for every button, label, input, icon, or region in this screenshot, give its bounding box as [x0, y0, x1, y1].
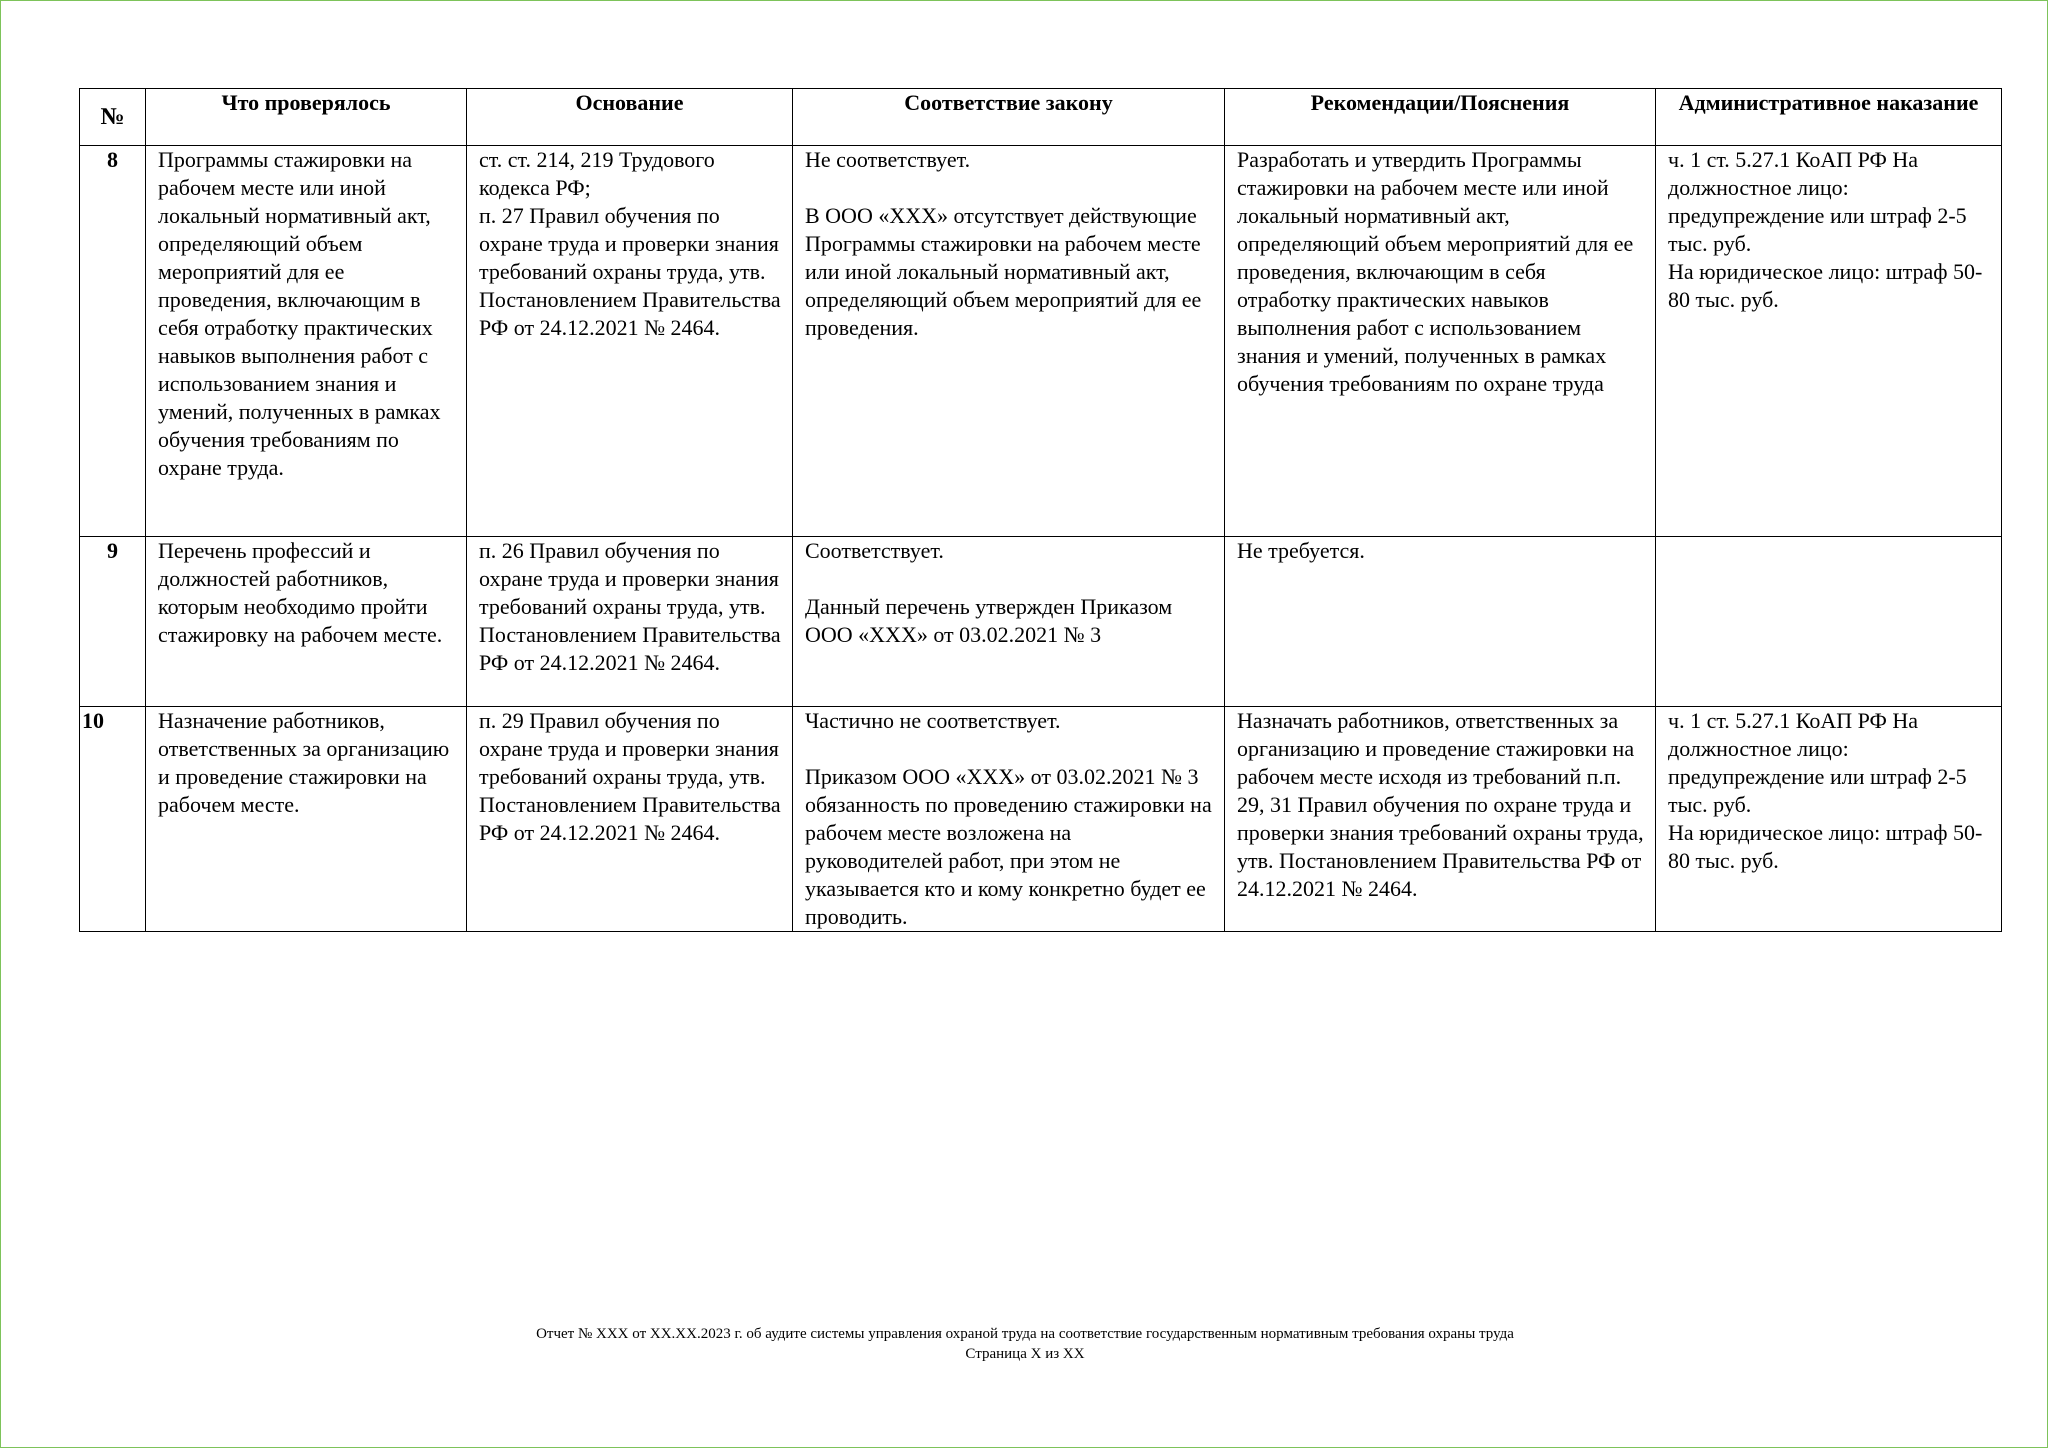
row-num: 9	[80, 537, 146, 707]
page-footer	[1, 1324, 2048, 1364]
row-checked-text: Программы стажировки на рабочем месте или иной локальный нормативный акт, определяющий объем мероприятий для ее проведения, включающим в себя отработку практических навыков выполнения работ с использованием знания и умений, полученных в рамках обучения требованиям по охране труда.	[158, 147, 441, 480]
row-compliance	[793, 537, 1225, 707]
footer-report-title: Отчет № ХХХ от ХХ.ХХ.2023 г. об аудите системы управления охраной труда на соответствие государственным нормативным требования охраны труда	[536, 1326, 1514, 1342]
row-penalty-text: ч. 1 ст. 5.27.1 КоАП РФ На должностное лицо: предупреждение или штраф 2-5 тыс. руб. На юридическое лицо: штраф 50-80 тыс. руб.	[1668, 708, 1983, 873]
row-compliance	[793, 707, 1225, 932]
row-basis-text: п. 29 Правил обучения по охране труда и проверки знания требований охраны труда, утв. Постановлением Правительства РФ от 24.12.2021 № 2464.	[479, 708, 781, 845]
row-checked-text: Назначение работников, ответственных за организацию и проведение стажировки на рабочем месте.	[158, 708, 450, 817]
header-basis: Основание	[467, 89, 793, 146]
row-basis	[467, 146, 793, 537]
row-recommendations	[1225, 537, 1656, 707]
row-checked	[146, 146, 467, 537]
row-checked	[146, 537, 467, 707]
row-penalty	[1656, 707, 2002, 932]
row-compliance-text: Не соответствует. В ООО «ХХХ» отсутствует действующие Программы стажировки на рабочем месте или иной локальный нормативный акт, определяющий объем мероприятий для ее проведения.	[805, 147, 1202, 340]
header-num: №	[80, 89, 146, 146]
header-checked: Что проверялось	[146, 89, 467, 146]
row-num: 8	[80, 146, 146, 537]
row-penalty	[1656, 146, 2002, 537]
row-recommendations-text: Разработать и утвердить Программы стажировки на рабочем месте или иной локальный нормативный акт, определяющий объем мероприятий для ее проведения, включающим в себя отработку практических навыков выполнения работ с использованием знания и умений, полученных в рамках обучения требованиям по охране труда	[1237, 147, 1634, 396]
row-basis	[467, 537, 793, 707]
header-compliance: Соответствие закону	[793, 89, 1225, 146]
row-recommendations-text: Не требуется.	[1237, 538, 1365, 563]
row-checked-text: Перечень профессий и должностей работников, которым необходимо пройти стажировку на рабочем месте.	[158, 538, 443, 647]
row-penalty	[1656, 537, 2002, 707]
table-row	[80, 537, 2002, 707]
table-row	[80, 146, 2002, 537]
row-compliance	[793, 146, 1225, 537]
footer-page-number: Страница Х из ХХ	[965, 1346, 1085, 1362]
row-compliance-text: Частично не соответствует. Приказом ООО «ХХХ» от 03.02.2021 № 3 обязанность по проведению стажировки на рабочем месте возложена на руководителей работ, при этом не указывается кто и кому конкретно будет ее проводить.	[805, 708, 1212, 929]
row-recommendations	[1225, 146, 1656, 537]
row-checked	[146, 707, 467, 932]
row-basis-text: ст. ст. 214, 219 Трудового кодекса РФ; п. 27 Правил обучения по охране труда и проверки знания требований охраны труда, утв. Постановлением Правительства РФ от 24.12.2021 № 2464.	[479, 147, 781, 340]
row-basis-text: п. 26 Правил обучения по охране труда и проверки знания требований охраны труда, утв. Постановлением Правительства РФ от 24.12.2021 № 2464.	[479, 538, 781, 675]
header-recommendations: Рекомендации/Пояснения	[1225, 89, 1656, 146]
row-recommendations	[1225, 707, 1656, 932]
row-compliance-text: Соответствует. Данный перечень утвержден Приказом ООО «ХХХ» от 03.02.2021 № 3	[805, 538, 1173, 647]
audit-table	[79, 88, 2002, 932]
table-header-row	[80, 89, 2002, 146]
row-basis	[467, 707, 793, 932]
row-penalty-text: ч. 1 ст. 5.27.1 КоАП РФ На должностное лицо: предупреждение или штраф 2-5 тыс. руб. На юридическое лицо: штраф 50-80 тыс. руб.	[1668, 147, 1983, 312]
row-recommendations-text: Назначать работников, ответственных за организацию и проведение стажировки на рабочем месте исходя из требований п.п. 29, 31 Правил обучения по охране труда и проверки знания требований охраны труда, утв. Постановлением Правительства РФ от 24.12.2021 № 2464.	[1237, 708, 1644, 901]
table-row	[80, 707, 2002, 932]
header-penalty: Административное наказание	[1656, 89, 2002, 146]
row-num: 10	[80, 707, 146, 932]
